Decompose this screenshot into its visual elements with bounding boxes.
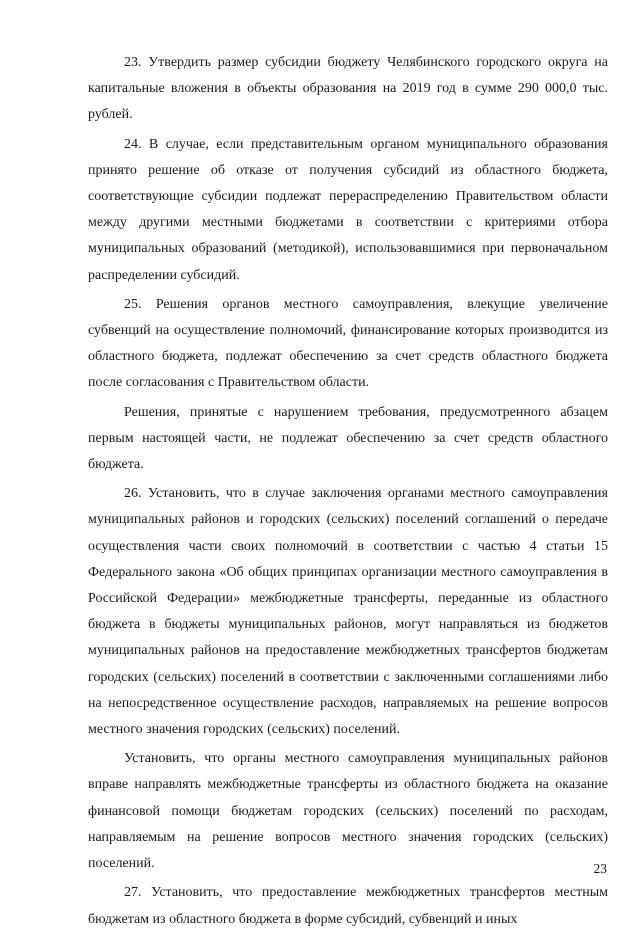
page-number: 23 xyxy=(593,861,607,876)
paragraph-26: 26. Установить, что в случае заключения органами местного самоуправления муниципальных районов и городских (сельских) поселений соглашений о передаче осуществления части своих полномочий в соответствии с частью 4 статьи 15 Федерального закона «Об общих принципах организации местного самоуправления в Российской Федерации» межбюджетные трансферты, переданные из областного бюджета в бюджеты муниципальных районов, могут направляться из бюджетов муниципальных районов на предоставление межбюджетных трансфертов бюджетам городских (сельских) поселений в соответствии с заключенными соглашениями либо на непосредственное осуществление расходов, направляемых на решение вопросов местного значения городских (сельских) поселений. xyxy=(88,486,608,738)
paragraph-27: 27. Установить, что предоставление межбюджетных трансфертов местным бюджетам из областного бюджета в форме субсидий, субвенций и иных xyxy=(88,885,608,927)
paragraph-24: 24. В случае, если представительным органом муниципального образования принято решение об отказе от получения субсидий из областного бюджета, соответствующие субсидии подлежат перераспределению Правительством области между другими местными бюджетами в соответствии с критериями отбора муниципальных образований (методикой), использовавшимися при первоначальном распределении субсидий. xyxy=(88,136,608,283)
paragraph-23: 23. Утвердить размер субсидии бюджету Челябинского городского округа на капитальные вложения в объекты образования на 2019 год в сумме 290 000,0 тыс. рублей. xyxy=(88,55,608,123)
paragraph-25: 25. Решения органов местного самоуправления, влекущие увеличение субвенций на осуществление полномочий, финансирование которых производится из областного бюджета, подлежат обеспечению за счет средств областного бюджета после согласования с Правительством области. xyxy=(88,296,608,391)
document-body xyxy=(88,50,608,936)
paragraph-25-note: Решения, принятые с нарушением требования, предусмотренного абзацем первым настоящей части, не подлежат обеспечению за счет средств областного бюджета. xyxy=(88,404,608,473)
paragraph-26-note: Установить, что органы местного самоуправления муниципальных районов вправе направлять межбюджетные трансферты из областного бюджета на оказание финансовой помощи бюджетам городских (сельских) поселений по расходам, направляемым на решение вопросов местного значения городских (сельских) поселений. xyxy=(88,751,608,872)
